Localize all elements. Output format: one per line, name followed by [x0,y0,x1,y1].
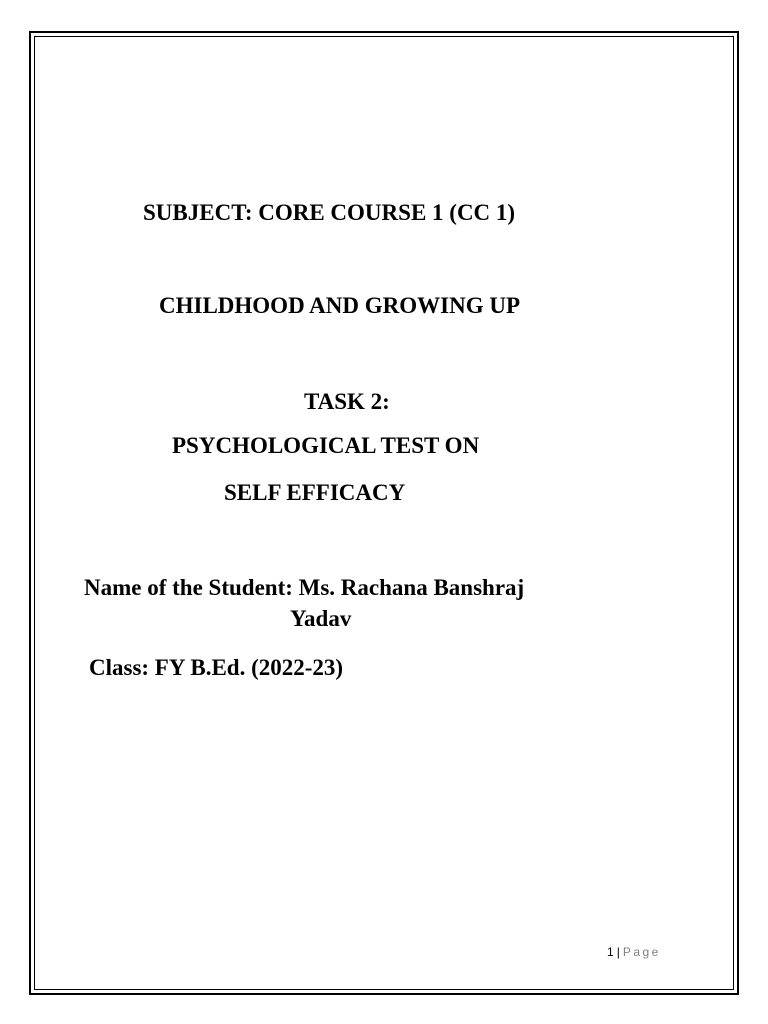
test-title-line2: SELF EFFICACY [224,480,406,505]
topic-heading: CHILDHOOD AND GROWING UP [159,293,520,318]
page-border-inner [34,36,734,990]
student-name-line1: Name of the Student: Ms. Rachana Banshraj [84,575,525,600]
footer-separator: | [616,945,620,959]
page-number: 1 [607,945,614,959]
student-name-line2: Yadav [290,606,352,631]
test-title-line1: PSYCHOLOGICAL TEST ON [172,433,480,458]
page-label: Page [622,945,661,959]
task-heading: TASK 2: [304,389,390,414]
class-line: Class: FY B.Ed. (2022-23) [89,655,344,680]
page-footer [607,946,661,958]
subject-heading: SUBJECT: CORE COURSE 1 (CC 1) [143,200,516,225]
